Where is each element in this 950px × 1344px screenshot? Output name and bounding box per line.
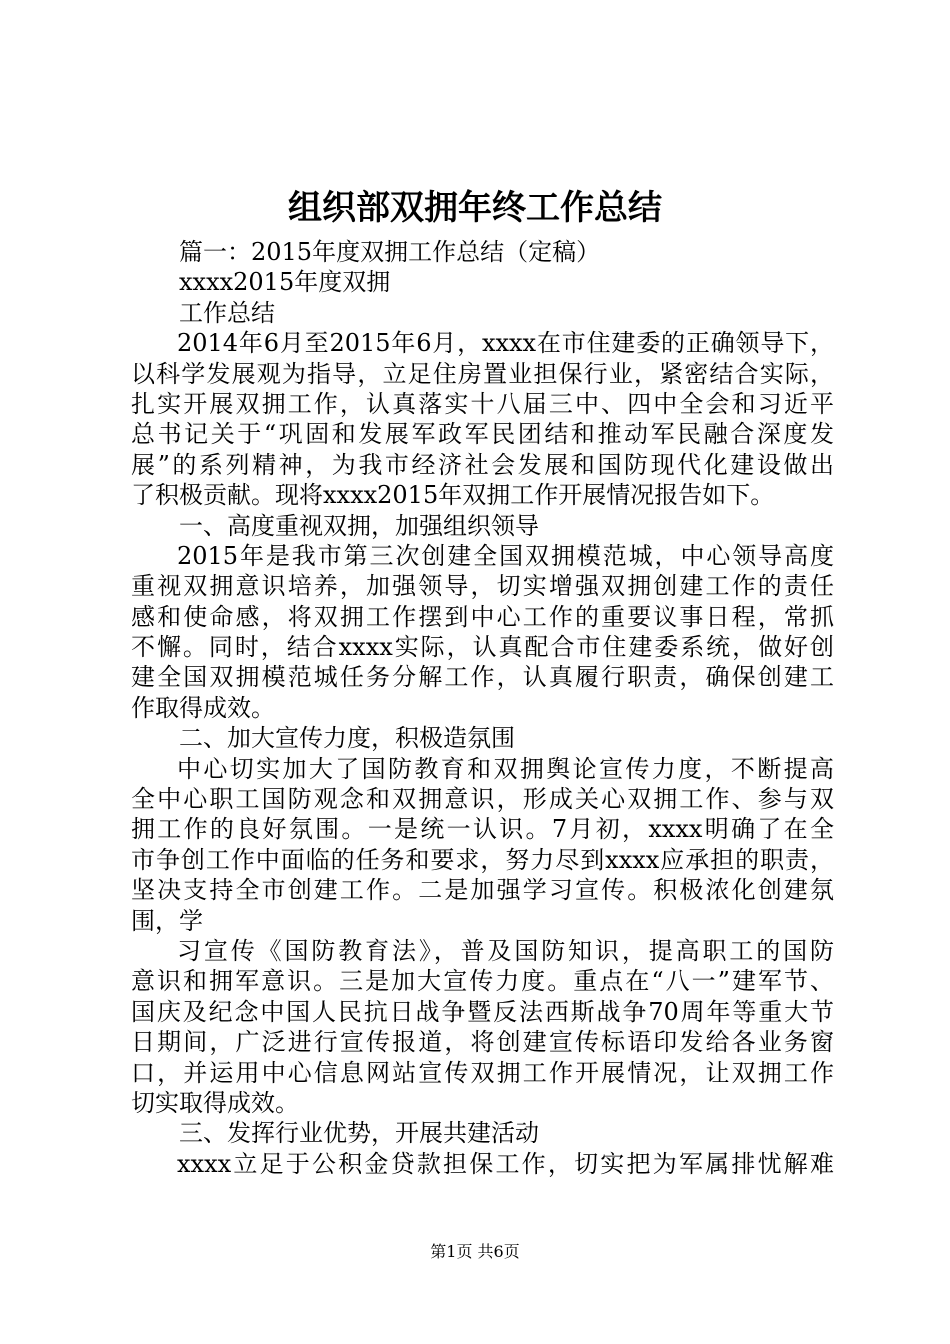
paragraph-line: xxxx立足于公积金贷款担保工作，切实把为军属排忧解难 [177,1149,834,1178]
paragraph-line: 口，并运用中心信息网站宣传双拥工作开展情况，让双拥工作 [131,1058,834,1087]
section-heading-part1: 篇一：2015年度双拥工作总结（定稿） [179,238,601,266]
document-title: 组织部双拥年终工作总结 [288,188,662,228]
page-number-footer: 第1页 共6页 [430,1242,520,1261]
paragraph-line: 中心切实加大了国防教育和双拥舆论宣传力度，不断提高 [177,754,834,783]
paragraph-line: 围，学 [131,906,203,935]
text-line: 工作总结 [179,298,275,327]
paragraph-line: 以科学发展观为指导，立足住房置业担保行业，紧密结合实际， [131,359,834,388]
paragraph-line: 市争创工作中面临的任务和要求，努力尽到xxxx应承担的职责， [131,845,834,874]
paragraph-line: 日期间，广泛进行宣传报道，将创建宣传标语印发给各业务窗 [131,1028,834,1057]
section-heading-1: 一、高度重视双拥，加强组织领导 [179,511,539,540]
section-heading-3: 三、发挥行业优势，开展共建活动 [179,1119,539,1148]
paragraph-line: 建全国双拥模范城任务分解工作，认真履行职责，确保创建工 [131,663,834,692]
paragraph-line: 重视双拥意识培养，加强领导，切实增强双拥创建工作的责任 [131,572,834,601]
paragraph-line: 习宣传《国防教育法》，普及国防知识，提高职工的国防 [177,936,834,965]
section-heading-2: 二、加大宣传力度，积极造氛围 [179,724,515,753]
paragraph-line: 扎实开展双拥工作，认真落实十八届三中、四中全会和习近平 [131,389,834,418]
paragraph-line: 全中心职工国防观念和双拥意识，形成关心双拥工作、参与双 [131,785,834,814]
text-line: xxxx2015年度双拥 [179,268,391,297]
paragraph-line: 意识和拥军意识。三是加大宣传力度。重点在“八一”建军节、 [131,967,834,996]
document-body [131,237,834,1179]
paragraph-line: 展”的系列精神，为我市经济社会发展和国防现代化建设做出 [131,450,834,479]
paragraph-line: 2015年是我市第三次创建全国双拥模范城，中心领导高度 [177,541,834,570]
paragraph-line: 拥工作的良好氛围。一是统一认识。7月初，xxxx明确了在全 [131,815,834,844]
paragraph-line: 国庆及纪念中国人民抗日战争暨反法西斯战争70周年等重大节 [131,997,834,1026]
paragraph-line: 坚决支持全市创建工作。二是加强学习宣传。积极浓化创建氛 [131,876,834,905]
paragraph-line: 感和使命感，将双拥工作摆到中心工作的重要议事日程，常抓 [131,602,834,631]
paragraph-line: 2014年6月至2015年6月，xxxx在市住建委的正确领导下， [177,329,834,358]
paragraph-line: 不懈。同时，结合xxxx实际，认真配合市住建委系统，做好创 [131,633,834,662]
paragraph-line: 总书记关于“巩固和发展军政军民团结和推动军民融合深度发 [131,420,834,449]
paragraph-line: 了积极贡献。现将xxxx2015年双拥工作开展情况报告如下。 [131,481,775,510]
paragraph-line: 切实取得成效。 [131,1088,299,1117]
paragraph-line: 作取得成效。 [131,693,275,722]
